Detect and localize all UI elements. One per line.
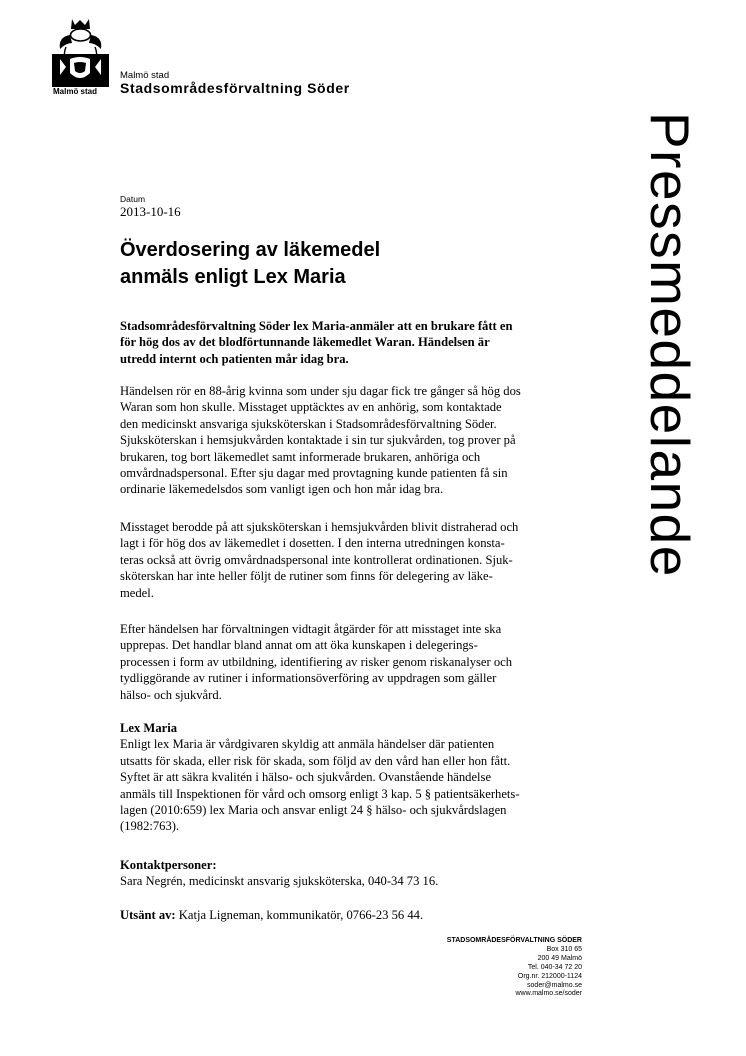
body-paragraph-3: [120, 621, 590, 703]
contacts-section: [120, 857, 590, 890]
vertical-document-type: [639, 112, 720, 578]
page-title: [120, 237, 560, 291]
contacts-heading: Kontaktpersoner:: [120, 858, 217, 872]
text-line: lagen (2010:659) lex Maria och ansvar enligt 24 § hälso- och sjukvårdslagen: [120, 803, 507, 818]
date-label: Datum: [120, 194, 146, 204]
text-line: omvårdnadspersonal. Efter sju dagar med provtagning kunde patienten få sin: [120, 466, 508, 481]
organisation-name: Stadsområdesförvaltning Söder: [120, 80, 350, 96]
sent-by-label: Utsänt av:: [120, 908, 176, 922]
text-line: Efter händelsen har förvaltningen vidtagit åtgärder för att misstaget inte ska: [120, 622, 502, 636]
footer-org-name: STADSOMRÅDESFÖRVALTNING SÖDER: [446, 937, 582, 944]
text-line: upprepas. Det handlar bland annat om att öka kunskapen i delegerings-: [120, 638, 478, 653]
footer-phone: Tel. 040-34 72 20: [527, 963, 582, 971]
body-paragraph-2: [120, 519, 590, 601]
lex-maria-section: [120, 720, 590, 835]
footer-orgnr: Org.nr. 212000-1124: [517, 972, 582, 980]
vertical-title-text: Pressmeddelande: [639, 112, 701, 578]
text-line: (1982:763).: [120, 819, 180, 834]
text-line: hälso- och sjukvård.: [120, 687, 222, 702]
footer-website: www.malmo.se/soder: [515, 990, 582, 998]
lead-line: Stadsområdesförvaltning Söder lex Maria-anmäler att en brukare fått en: [120, 319, 513, 333]
text-line: medel.: [120, 585, 154, 600]
sent-by-section: [120, 907, 590, 923]
contact-person: Sara Negrén, medicinskt ansvarig sjuksköterska, 040-34 73 16.: [120, 874, 439, 889]
lead-paragraph: [120, 318, 590, 367]
footer-postal: 200 49 Malmö: [537, 954, 582, 962]
text-line: brukaren, tog bort läkemedlet samt informerade brukaren, anhöriga och: [120, 449, 481, 464]
lex-maria-heading: Lex Maria: [120, 721, 178, 735]
text-line: Waran som hon skulle. Misstaget upptäcktes av en anhörig, som kontaktade: [120, 400, 502, 415]
text-line: sköterskan har inte heller följt de rutiner som finns för delegering av läke-: [120, 569, 493, 584]
footer-email: soder@malmo.se: [527, 981, 582, 989]
text-line: teras också att övrig omvårdnadspersonal inte kontrollerat ordinationen. Sjuk-: [120, 552, 513, 567]
text-line: processen i form av utbildning, identifiering av risker genom riskanalyser och: [120, 654, 513, 669]
address-footer: [447, 937, 582, 999]
organisation-city: Malmö stad: [120, 70, 170, 81]
text-line: anmäls till Inspektionen för vård och omsorg enligt 3 kap. 5 § patientsäkerhets-: [120, 786, 520, 801]
text-line: Misstaget berodde på att sjuksköterskan i hemsjukvården blivit distraherad och: [120, 520, 519, 534]
text-line: Sjuksköterskan i hemsjukvården kontaktade i sin tur sjukvården, tog prover på: [120, 433, 516, 448]
lead-line: utredd internt och patienten mår idag bra.: [120, 351, 349, 366]
text-line: Enligt lex Maria är vårdgivaren skyldig att anmäla händelser där patienten: [120, 737, 495, 752]
text-line: ordinarie läkemedelsdos som vanligt igen och hon mår idag bra.: [120, 482, 444, 497]
text-line: Händelsen rör en 88-årig kvinna som under sju dagar fick tre gånger så hög dos: [120, 384, 521, 398]
body-paragraph-1: [120, 383, 590, 498]
footer-box: Box 310 65: [546, 945, 582, 953]
lead-line: för hög dos av det blodförtunnande läkemedlet Waran. Händelsen är: [120, 335, 490, 350]
title-line: Överdosering av läkemedel: [120, 239, 381, 261]
logo-caption: Malmö stad: [53, 87, 98, 96]
text-line: utsatts för skada, eller risk för skada, som följd av den vård han eller hon fått.: [120, 753, 511, 768]
text-line: lagt i för hög dos av läkemedlet i dosetten. I den interna utredningen konsta-: [120, 536, 505, 551]
text-line: Syftet är att säkra kvalitén i hälso- och sjukvården. Ovanstående händelse: [120, 770, 492, 785]
date-value: 2013-10-16: [120, 204, 181, 219]
text-line: tydliggörande av rutiner i informationsöverföring av uppdragen som gäller: [120, 671, 497, 686]
text-line: den medicinskt ansvariga sjuksköterskan i Stadsområdesförvaltning Söder.: [120, 416, 497, 431]
title-line: anmäls enligt Lex Maria: [120, 266, 346, 288]
sent-by-value: Katja Ligneman, kommunikatör, 0766-23 56 44.: [175, 908, 424, 922]
